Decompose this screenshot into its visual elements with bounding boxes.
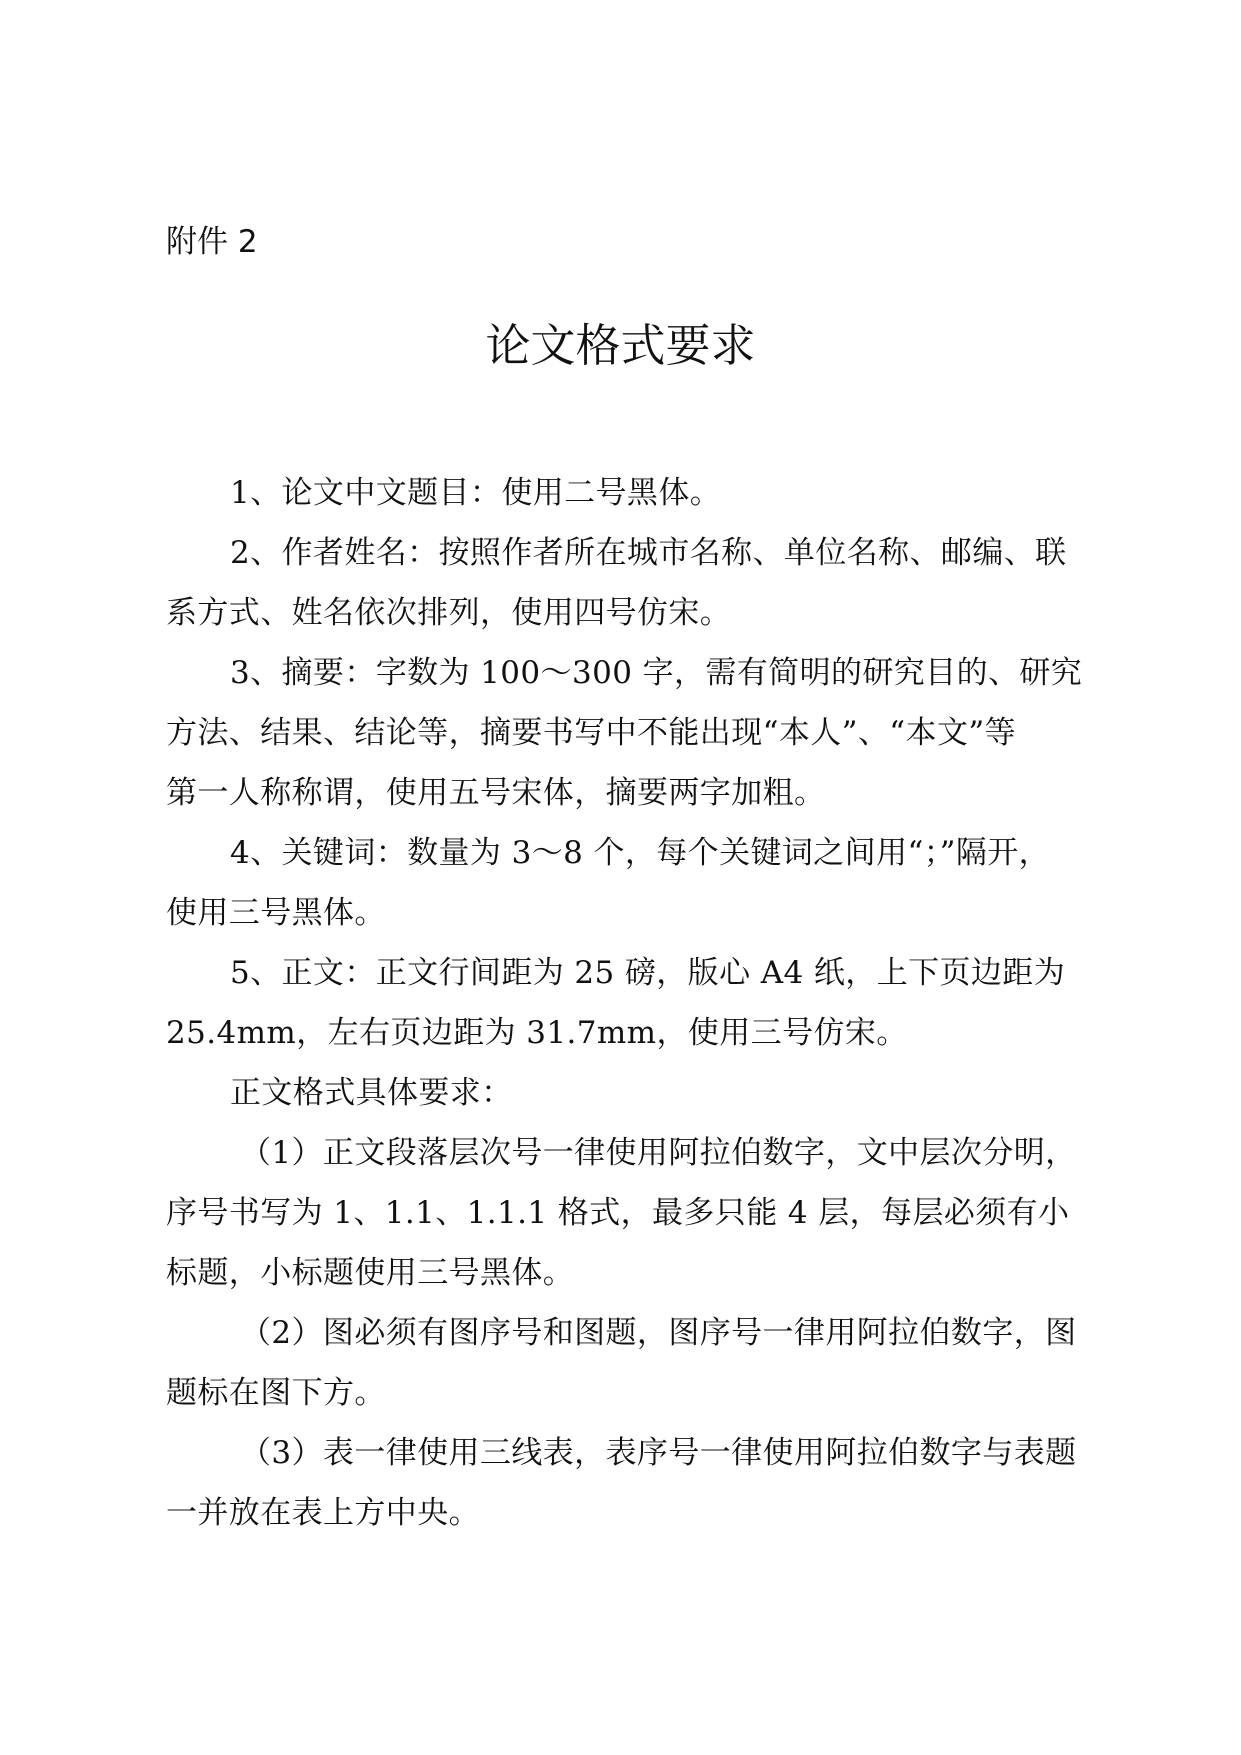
item-4-line-2: 使用三号黑体。 (166, 895, 386, 931)
sub-item-1-line-3: 标题，小标题使用三号黑体。 (166, 1255, 575, 1291)
body-format-heading: 正文格式具体要求： (230, 1075, 513, 1111)
sub-item-1-line-1: （1）正文段落层次号一律使用阿拉伯数字，文中层次分明， (240, 1135, 1077, 1171)
item-1: 1、论文中文题目：使用二号黑体。 (230, 475, 722, 511)
sub-item-3-line-2: 一并放在表上方中央。 (166, 1495, 480, 1531)
sub-item-1-line-2: 序号书写为 1、1.1、1.1.1 格式，最多只能 4 层，每层必须有小 (166, 1195, 1070, 1231)
item-2-line-2: 系方式、姓名依次排列，使用四号仿宋。 (166, 595, 732, 631)
item-5-line-1: 5、正文：正文行间距为 25 磅，版心 A4 纸，上下页边距为 (230, 955, 1066, 991)
item-3-line-2: 方法、结果、结论等，摘要书写中不能出现“本人”、“本文”等 (166, 715, 1016, 751)
item-2-line-1: 2、作者姓名：按照作者所在城市名称、单位名称、邮编、联 (230, 535, 1067, 571)
item-4-line-1: 4、关键词：数量为 3～8 个，每个关键词之间用“；”隔开， (230, 835, 1051, 871)
page-title: 论文格式要求 (485, 319, 756, 372)
item-3-line-1: 3、摘要：字数为 100～300 字，需有简明的研究目的、研究 (230, 655, 1083, 691)
item-5-line-2: 25.4mm，左右页边距为 31.7mm，使用三号仿宋。 (166, 1015, 908, 1051)
attachment-label: 附件 2 (166, 224, 258, 260)
item-3-line-3: 第一人称称谓，使用五号宋体，摘要两字加粗。 (166, 775, 826, 811)
sub-item-3-line-1: （3）表一律使用三线表，表序号一律使用阿拉伯数字与表题 (240, 1435, 1077, 1471)
sub-item-2-line-2: 题标在图下方。 (166, 1375, 386, 1411)
sub-item-2-line-1: （2）图必须有图序号和图题，图序号一律用阿拉伯数字，图 (240, 1315, 1077, 1351)
